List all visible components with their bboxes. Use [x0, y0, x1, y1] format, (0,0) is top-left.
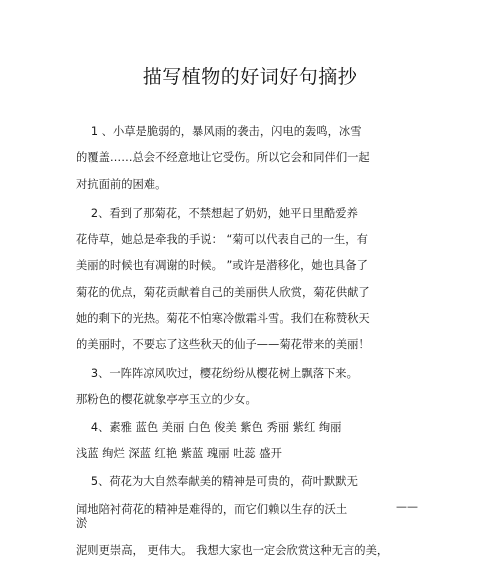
text-line-11: 那粉色的樱花就象亭亭玉立的少女。	[76, 393, 257, 406]
text-line-15: 闻地陪衬荷花的精神是难得的，而它们赖以生存的沃土	[76, 503, 348, 516]
text-line-17: 泥则更崇高， 更伟大。 我想大家也一定会欣赏这种无言的美，	[76, 544, 389, 557]
text-line-7: 菊花的优点，菊花贡献着自己的美丽供人欣赏，菊花供献了	[76, 286, 370, 299]
text-line-6: 美丽的时候也有凋谢的时候。 ”或许是潜移化，她也具备了	[76, 259, 368, 272]
text-line-8: 她的剩下的光热。菊花不怕寒冷傲霜斗雪。我们在称赞秋天	[76, 312, 370, 325]
page-title: 描写植物的好词好句摘抄	[142, 66, 358, 88]
text-line-4: 2、看到了那菊花，不禁想起了奶奶，她平日里酷爱养	[76, 207, 358, 220]
trailing-dash: ——	[396, 500, 418, 513]
text-line-2: 的覆盖……总会不经意地让它受伤。所以它会和同伴们一起	[76, 151, 370, 164]
text-line-5: 花侍草，她总是牵我的手说： “菊可以代表自己的一生，有	[76, 233, 368, 246]
text-line-9: 的美丽时，不要忘了这些秋天的仙子——菊花带来的美丽！	[76, 338, 370, 351]
text-line-16: 淤	[76, 517, 88, 530]
text-line-3: 对抗面前的困难。	[76, 178, 167, 191]
text-line-13: 浅蓝 绚烂 深蓝 红艳 紫蓝 瑰丽 吐蕊 盛开	[76, 447, 282, 460]
text-line-14: 5、荷花为大自然奉献美的精神是可贵的，荷叶默默无	[76, 475, 358, 488]
text-line-10: 3、一阵阵凉风吹过，樱花纷纷从樱花树上飘落下来。	[76, 367, 358, 380]
text-line-1: 1 、小草是脆弱的，暴风雨的袭击，闪电的轰鸣，冰雪	[76, 125, 362, 138]
text-line-12: 4、素雅 蓝色 美丽 白色 俊美 紫色 秀丽 紫红 绚丽	[76, 421, 342, 434]
